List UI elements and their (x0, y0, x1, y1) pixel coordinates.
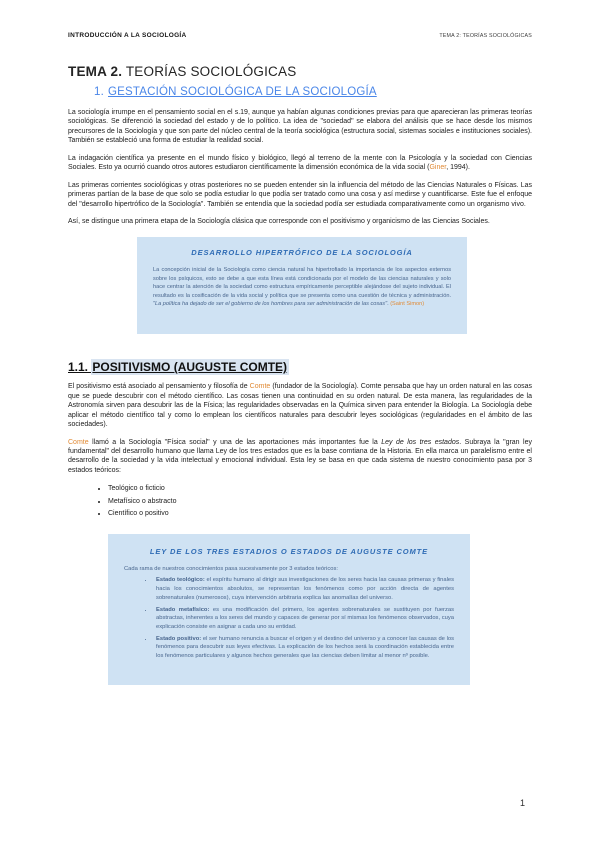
page-title-text: TEORÍAS SOCIOLÓGICAS (122, 64, 297, 79)
list-item-estado-teologico: • Estado teológico: el espíritu humano al dirigir sus investigaciones de los seres hacia las causas primeras y finales hacia los conocimientos absolutos, se representan los fenómenos como por acción directa de agentes sobrenaturales (numerosos), cuya intervención arbitraria explica las anomalías del universo. (154, 576, 454, 602)
paragraph-intro-4: Así, se distingue una primera etapa de la Sociología clásica que corresponde con el positivismo y organicismo de las Ciencias Sociales. (68, 217, 490, 225)
infobox-desarrollo-hipertrofico (137, 237, 467, 334)
three-states-list (68, 484, 532, 520)
estados-list (124, 576, 454, 660)
list-item-estado-positivo: • Estado positivo: el ser humano renuncia a buscar el origen y el destino del universo y a conocer las causas de los fenómenos para descubrir sus leyes efectivas. La explicación de los hechos será la coordinación establecida entre los fenómenos particulares y algunos hechos generales que las ciencias deben limitar al menor nº posible. (154, 635, 454, 661)
page-title (68, 64, 532, 79)
section-1-link[interactable] (94, 86, 377, 98)
section-1-1-number: 1.1. (68, 360, 92, 375)
list-item: • Teológico o ficticio (108, 484, 532, 495)
section-1-link-text[interactable]: GESTACIÓN SOCIOLÓGICA DE LA SOCIOLOGÍA (108, 86, 377, 98)
page-number: 1 (519, 798, 525, 808)
header-course-title: INTRODUCCIÓN A LA SOCIOLOGÍA (68, 32, 187, 39)
header-topic-title: TEMA 2: TEORÍAS SOCIOLÓGICAS (439, 33, 532, 39)
infobox-title: LEY DE LOS TRES ESTADIOS O ESTADOS DE AUGUSTE COMTE (149, 546, 429, 556)
list-item: • Metafísico o abstracto (108, 497, 532, 508)
page-title-number: TEMA 2. (68, 64, 123, 79)
paragraph-positivismo-1: El positivismo está asociado al pensamiento y filosofía de Comte (fundador de la Sociología). Comte pensaba que hay un orden natural en las cosas que se puede descubrir con el método científico. Las cosas tienen una continuidad en su orden natural. De esta manera, las regularidades de la Astronomía sirven para descubrir las de la Física; las regularidades observadas en la Química sirven para entender la Biología. La Sociología debe aplicar el método científico tal y como lo emplean los científicos naturales para descubrir leyes sociológicas (regularidades en el ámbito de las sociedades). (68, 383, 532, 429)
paragraph-intro-3: Las primeras corrientes sociológicas y otras posteriores no se pueden entender sin la influencia del método de las Ciencias Naturales o Físicas. Las primeras partían de la base de que solo se podía estudiar lo que podía ser tratado como una cosa y así medirse y cuantificarse. Este fue el enfoque del "desarrollo hipertrófico de la Sociología". También se entendía que la sociedad podía ser estudiada comparativamente como un organismo vivo. (68, 181, 532, 208)
section-1-1-heading-text: POSITIVISMO (AUGUSTE COMTE) (92, 360, 288, 375)
infobox-body: La concepción inicial de la Sociología como ciencia natural ha hipertrofiado la importancia de los aspectos externos sobre los psíquicos, esto se debe a que esta línea está condicionada por el modelo de las ciencias naturales y solo hace centrar la atención de la sociedad como estructura empíricamente perceptible alejándose del sujeto individual. El resultado es la cosificación de la vida social y política que se presenta como una cuestión de técnica y administración. "La política ha dejado de ser el gobierno de los hombres para ser administración de las cosas". (Saint Simon) (153, 267, 451, 307)
section-1-1-heading (68, 360, 532, 374)
section-1-number[interactable]: 1. (94, 86, 104, 98)
infobox-title: DESARROLLO HIPERTRÓFICO DE LA SOCIOLOGÍA (191, 248, 413, 258)
infobox-ley-tres-estados (108, 534, 470, 685)
list-item-estado-metafisico: • Estado metafísico: es una modificación del primero, los agentes sobrenaturales se sustituyen por fuerzas abstractas, inherentes a los seres del mundo y capaces de generar por sí mismas los fenómenos observados, cuya explicación consiste en asignar a cada uno su entidad. (154, 606, 454, 632)
paragraph-intro-1: La sociología irrumpe en el pensamiento social en el s.19, aunque ya habían algunas condiciones previas para que aparecieran las primeras teorías sociológicas. Se diferenció la sociedad del estado y de lo político. La idea de "sociedad" se elabora del análisis que se hace desde los mismos precursores de la Sociología y que son parte del núcleo central de la teoría sociológica (estructura social, sistemas sociales e instituciones sociales). También se estableció una forma de estudiar la realidad social. (68, 109, 532, 145)
running-header (68, 32, 532, 39)
list-item: • Científico o positivo (108, 509, 532, 520)
infobox-intro: Cada rama de nuestros conocimientos pasa sucesivamente por 3 estados teóricos: (124, 565, 338, 572)
paragraph-positivismo-2: Comte llamó a la Sociología "Física social" y una de las aportaciones más importantes fue la Ley de los tres estados. Subraya la "gran ley fundamental" del desarrollo humano que llama Ley de los tres estados que es la base comtiana de la Historia. En ella marca un paralelismo entre el desarrollo de la sociedad y la vida intelectual y emocional individual. Esta ley se basa en que cada sistema de nuestro conocimiento pasa por 3 estados teóricos: (68, 438, 532, 474)
paragraph-intro-2: La indagación científica ya presente en el mundo físico y biológico, llegó al terreno de la mente con la Psicología y la sociedad con Ciencias Sociales. Esto ya ocurrió cuando otros autores estudiaron científicamente la dimensión económica de la vida social (Giner, 1994). (68, 154, 532, 172)
